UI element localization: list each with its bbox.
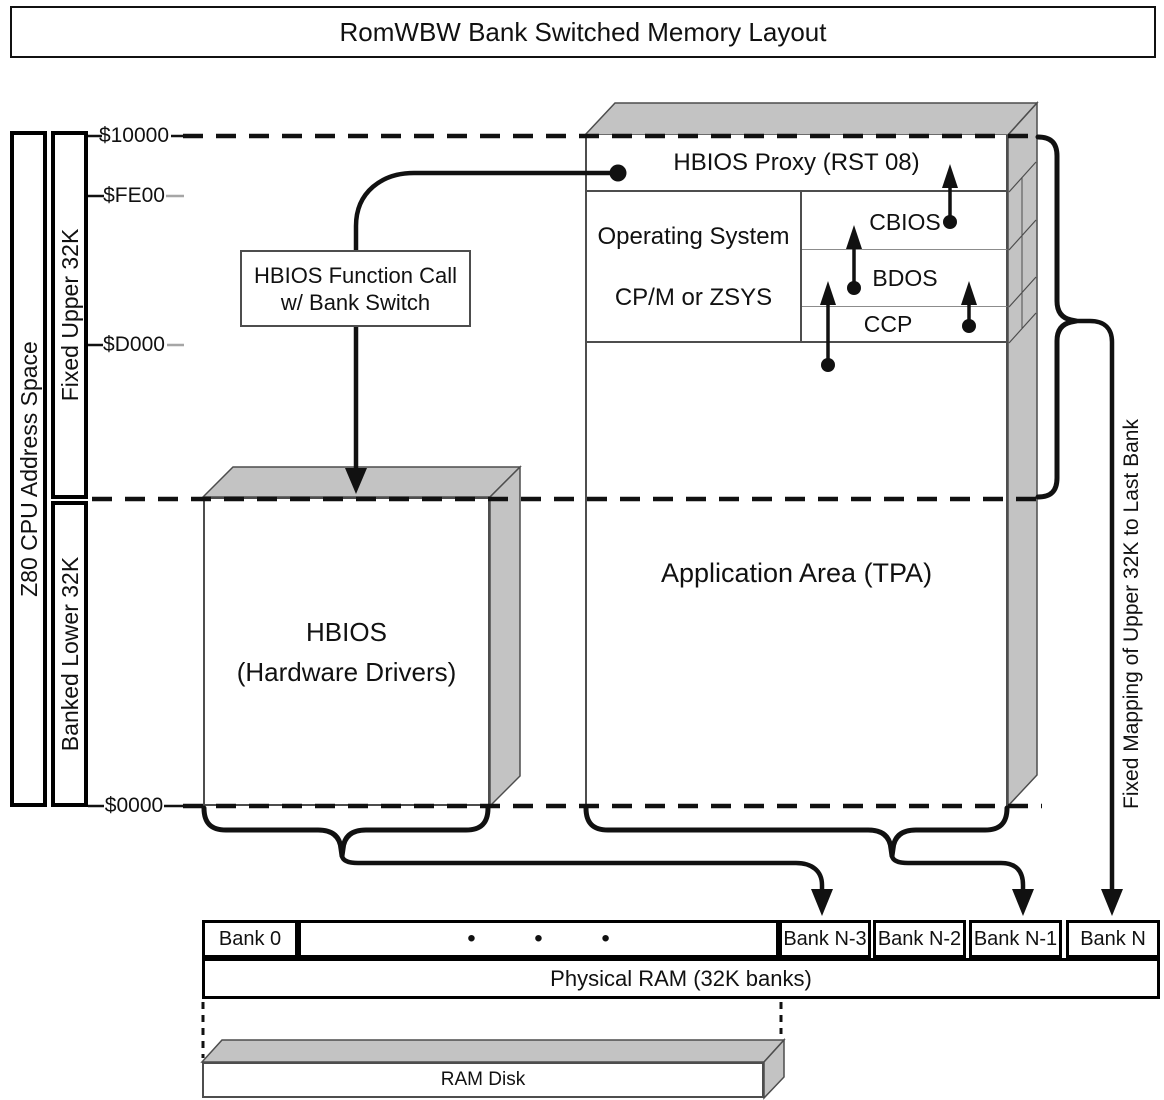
hbios-call-line2: w/ Bank Switch [280,289,431,315]
address-0000: $0000 [104,794,164,817]
bank-n3-box [779,920,871,958]
application-area-label: Application Area (TPA) [660,557,933,588]
side-face-divider [1009,220,1036,250]
bank-0-box [202,920,298,958]
address-10000: $10000 [98,124,170,147]
banked-lower-32k-label: Banked Lower 32K [56,556,82,752]
tpa-to-bankn1-line [892,856,1023,889]
hbios-label-line2: (Hardware Drivers) [236,656,457,687]
bank-n2-label: Bank N-2 [877,927,962,950]
address-d000: $D000 [103,333,165,356]
hbios-function-call-box [240,250,471,327]
ram-disk-label: RAM Disk [440,1069,526,1090]
side-face-divider [1009,162,1036,192]
proxy-to-funccall-line [356,173,618,250]
physical-ram-label: Physical RAM (32K banks) [550,965,812,991]
bigbox-top-face [585,103,1037,135]
funccall-arrowhead [345,468,367,494]
z80-address-space-label: Z80 CPU Address Space [15,341,41,597]
bankn1-arrowhead [1012,889,1034,916]
hbios-to-bankn3-line [342,856,822,889]
hbios-call-line1: HBIOS Function Call [254,262,457,288]
address-fe00: $FE00 [103,184,165,207]
hbios-top-face [203,467,520,497]
fixed-mapping-note: Fixed Mapping of Upper 32K to Last Bank [1120,419,1143,809]
ram-disk-box [202,1062,764,1098]
bdos-label: BDOS [872,264,938,291]
side-face-divider [1009,277,1036,307]
hbios-brace [204,808,488,856]
bank-n-box [1066,920,1160,958]
ramdisk-side-face [764,1040,784,1098]
bank-0-label: Bank 0 [218,927,282,950]
ramdisk-top-face [202,1040,784,1062]
bank-n2-box [873,920,966,958]
diagram-title-box [10,6,1156,58]
bankn-arrowhead [1101,889,1123,916]
hbios-label-line1: HBIOS [306,616,387,647]
bank-ellipsis-box [298,920,779,958]
upper32k-to-bankn-line [1076,321,1112,889]
ccp-label: CCP [863,310,913,337]
operating-system-box [585,192,802,343]
tpa-brace [586,808,1007,856]
hbios-side-face [490,467,520,806]
bank-n1-box [969,920,1062,958]
side-face-divider [1009,313,1036,343]
upper32k-brace [1038,137,1076,497]
ellipsis-dots: • • • [467,925,636,952]
fixed-upper-32k-label: Fixed Upper 32K [56,228,82,402]
bigbox-side-face [1008,103,1037,806]
bank-n-label: Bank N [1080,927,1146,950]
cpm-zsys-label: CP/M or ZSYS [614,284,773,311]
bank-n1-label: Bank N-1 [973,927,1058,950]
hbios-proxy-label: HBIOS Proxy (RST 08) [673,149,920,176]
bankn3-arrowhead [811,889,833,916]
bank-n3-label: Bank N-3 [783,927,867,950]
cbios-label: CBIOS [869,208,941,235]
physical-ram-box [202,958,1160,999]
page-title: RomWBW Bank Switched Memory Layout [339,16,827,47]
hbios-drivers-box [203,497,490,806]
operating-system-label: Operating System [597,223,790,250]
